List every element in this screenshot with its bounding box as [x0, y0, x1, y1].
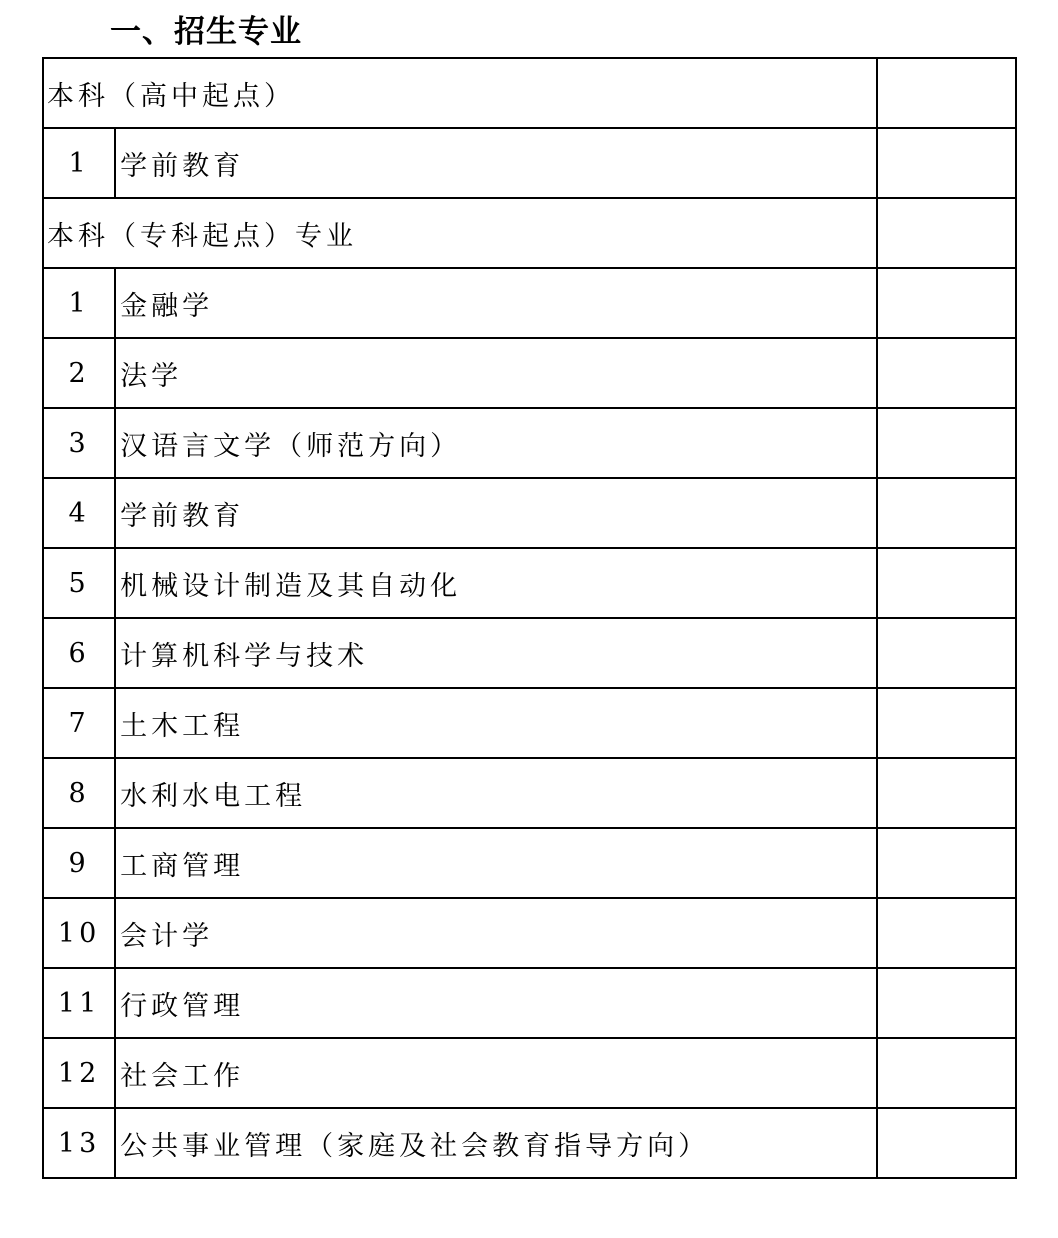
row-number: 11: [43, 968, 115, 1038]
page-title: 一、招生专业: [110, 14, 302, 50]
empty-cell: [877, 828, 1016, 898]
major-name: 工商管理: [115, 828, 877, 898]
row-number: 12: [43, 1038, 115, 1108]
empty-cell: [877, 968, 1016, 1038]
row-number: 6: [43, 618, 115, 688]
empty-cell: [877, 1038, 1016, 1108]
row-number: 5: [43, 548, 115, 618]
table-row: [43, 1108, 1016, 1178]
empty-cell: [877, 408, 1016, 478]
row-number: 4: [43, 478, 115, 548]
section-heading-row: [43, 58, 1016, 128]
empty-cell: [877, 618, 1016, 688]
major-name: 学前教育: [115, 478, 877, 548]
section-heading: 本科（专科起点）专业: [43, 198, 877, 268]
row-number: 7: [43, 688, 115, 758]
major-name: 机械设计制造及其自动化: [115, 548, 877, 618]
row-number: 13: [43, 1108, 115, 1178]
table-row: [43, 968, 1016, 1038]
major-name: 汉语言文学（师范方向）: [115, 408, 877, 478]
table-row: [43, 828, 1016, 898]
major-name: 计算机科学与技术: [115, 618, 877, 688]
table-row: [43, 408, 1016, 478]
table-row: [43, 548, 1016, 618]
row-number: 10: [43, 898, 115, 968]
empty-cell: [877, 128, 1016, 198]
major-name: 会计学: [115, 898, 877, 968]
major-name: 法学: [115, 338, 877, 408]
empty-cell: [877, 268, 1016, 338]
empty-cell: [877, 688, 1016, 758]
majors-table: [42, 57, 1017, 1179]
empty-cell: [877, 58, 1016, 128]
empty-cell: [877, 338, 1016, 408]
table-row: [43, 268, 1016, 338]
table-row: [43, 338, 1016, 408]
table-row: [43, 898, 1016, 968]
table-row: [43, 758, 1016, 828]
table-row: [43, 688, 1016, 758]
major-name: 水利水电工程: [115, 758, 877, 828]
major-name: 社会工作: [115, 1038, 877, 1108]
major-name: 公共事业管理（家庭及社会教育指导方向）: [115, 1108, 877, 1178]
empty-cell: [877, 898, 1016, 968]
major-name: 学前教育: [115, 128, 877, 198]
major-name: 金融学: [115, 268, 877, 338]
empty-cell: [877, 198, 1016, 268]
empty-cell: [877, 548, 1016, 618]
table-row: [43, 618, 1016, 688]
empty-cell: [877, 478, 1016, 548]
table-row: [43, 478, 1016, 548]
row-number: 8: [43, 758, 115, 828]
major-name: 土木工程: [115, 688, 877, 758]
row-number: 1: [43, 128, 115, 198]
empty-cell: [877, 1108, 1016, 1178]
section-heading-row: [43, 198, 1016, 268]
row-number: 1: [43, 268, 115, 338]
section-heading: 本科（高中起点）: [43, 58, 877, 128]
row-number: 9: [43, 828, 115, 898]
row-number: 3: [43, 408, 115, 478]
table-row: [43, 128, 1016, 198]
empty-cell: [877, 758, 1016, 828]
major-name: 行政管理: [115, 968, 877, 1038]
row-number: 2: [43, 338, 115, 408]
table-row: [43, 1038, 1016, 1108]
